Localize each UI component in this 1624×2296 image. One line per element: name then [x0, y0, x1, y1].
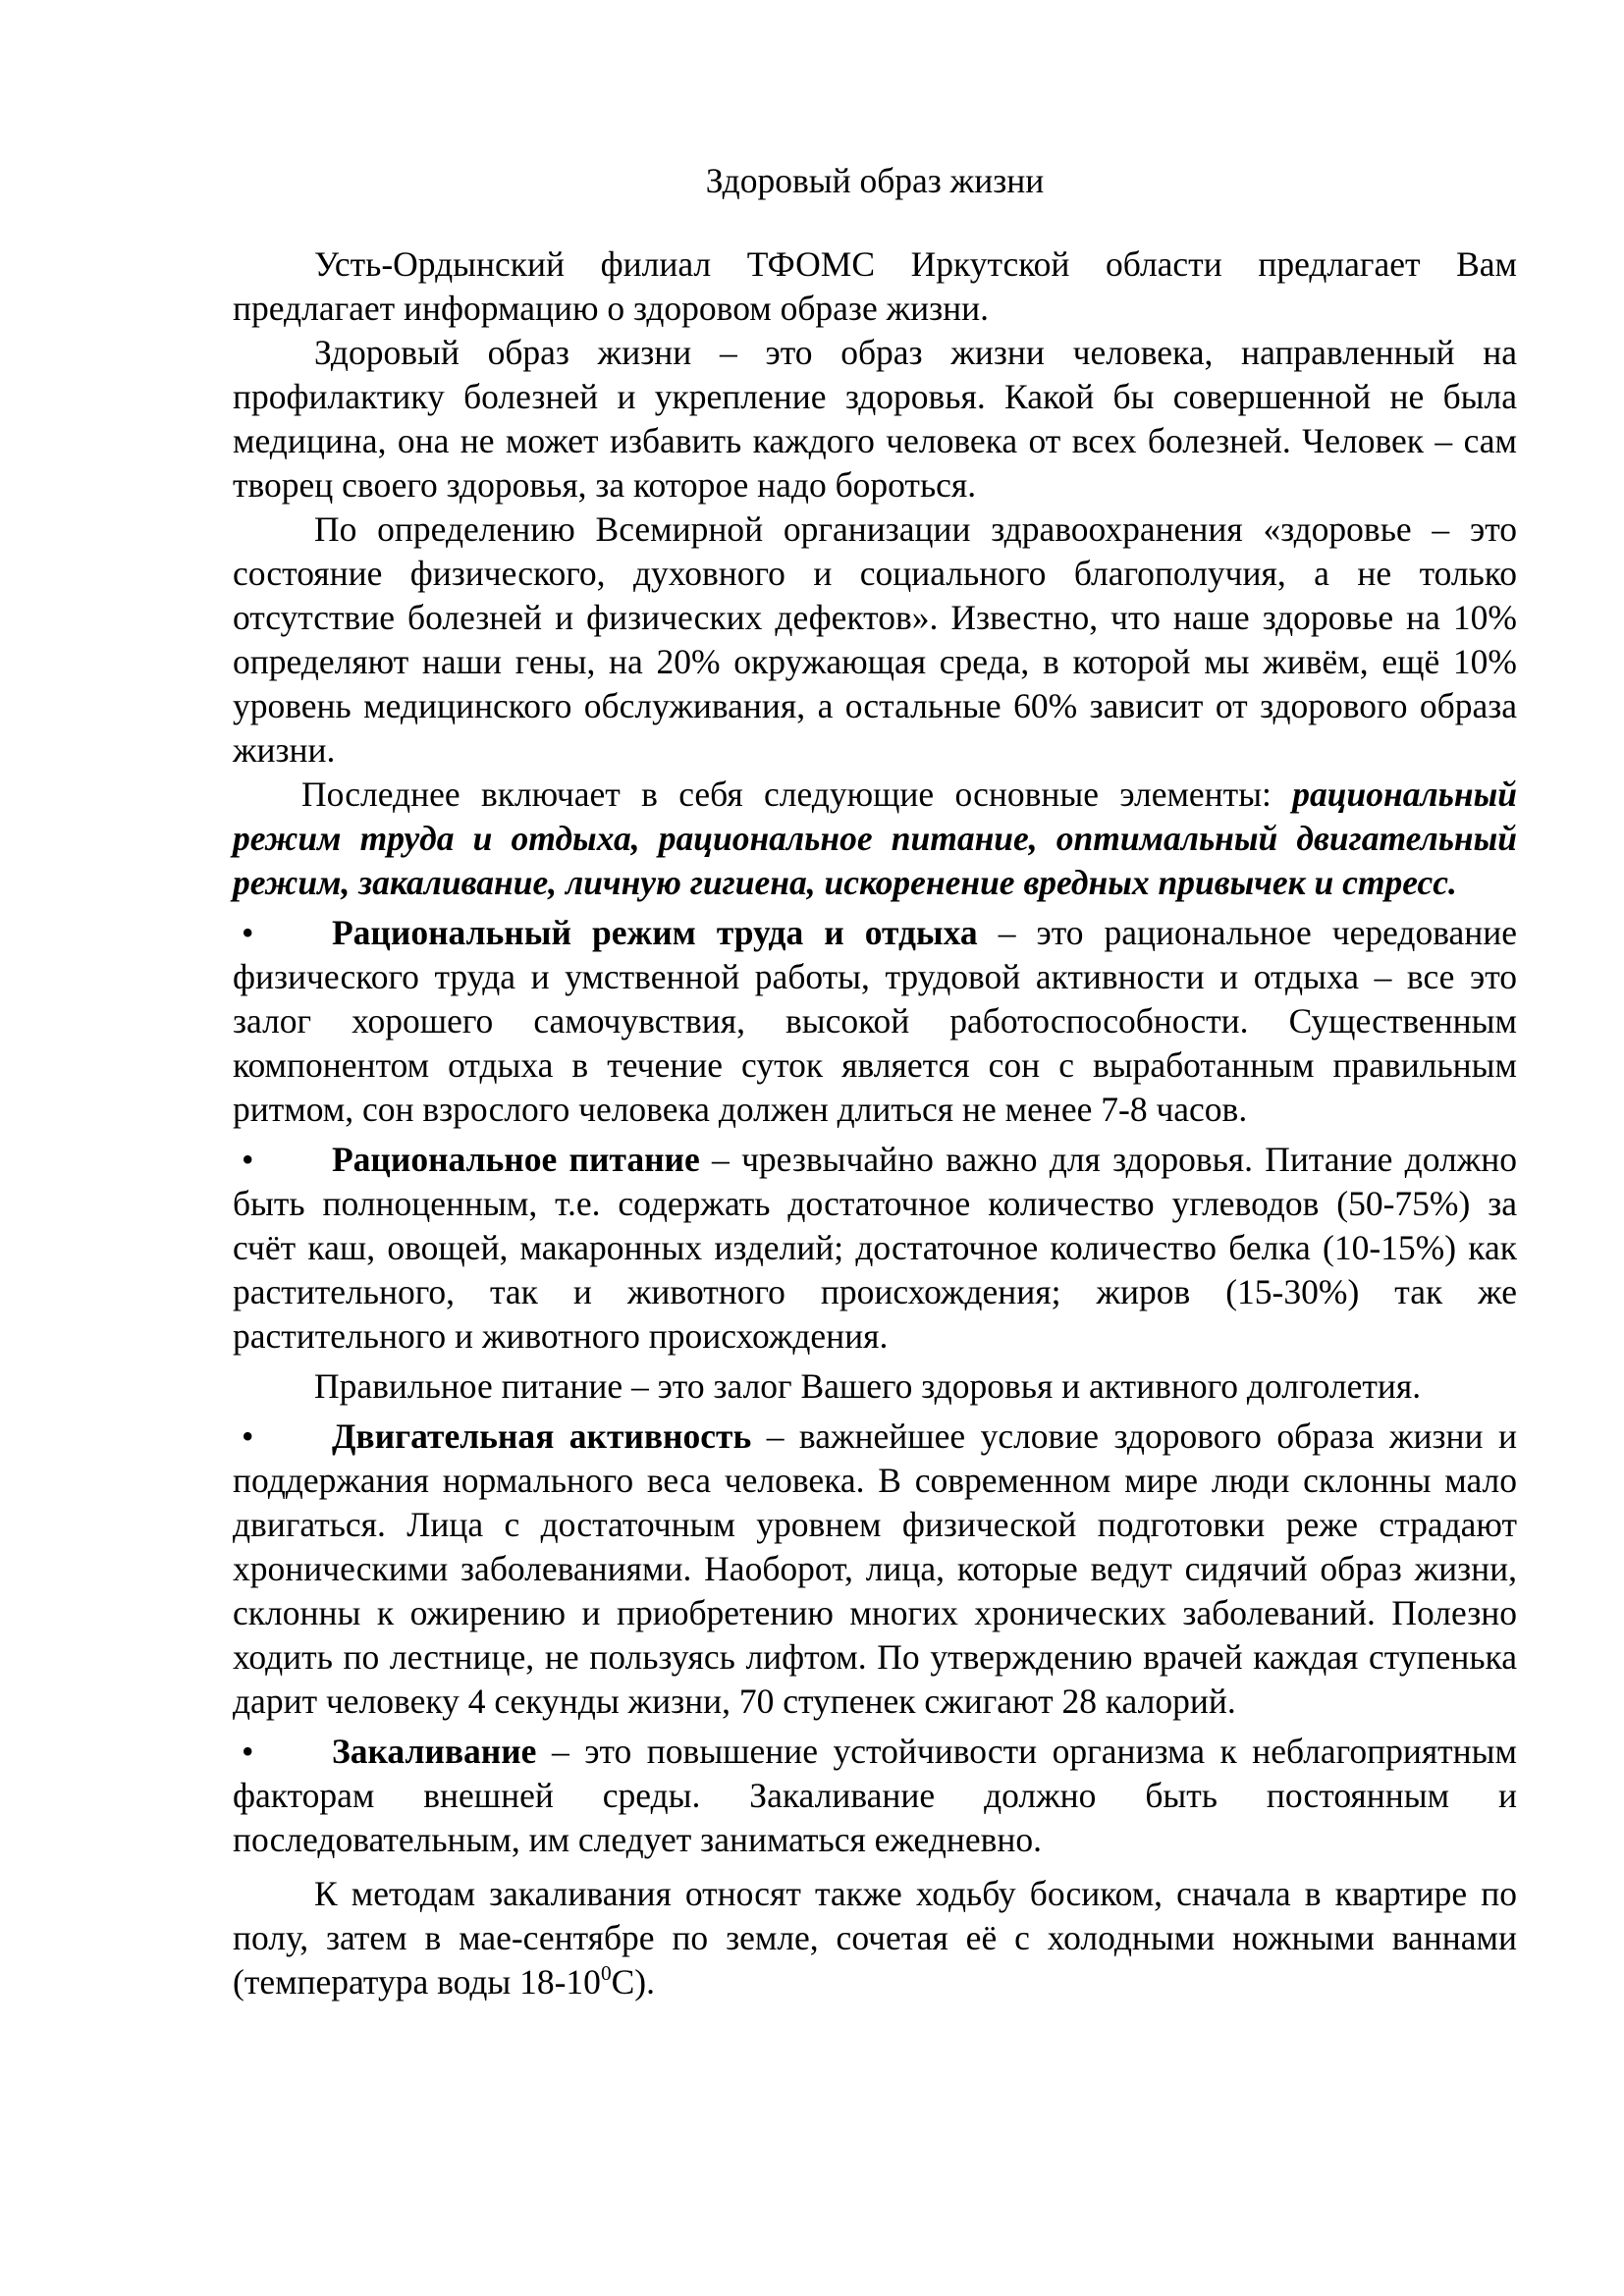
document-page: [233, 147, 1517, 2004]
bullet-term: Рациональный режим труда и отдыха: [332, 913, 978, 952]
bullet-text: – это повышение устойчивости организма к неблагоприятным факторам внешней среды. Закаливание должно быть постоянным и последовательным, им следует заниматься ежедневно.: [233, 1732, 1517, 1859]
intro-paragraph-3: По определению Всемирной организации здравоохранения «здоровье – это состояние физического, духовного и социального благополучия, а не только отсутствие болезней и физических дефектов». Известно, что наше здоровье на 10% определяют наши гены, на 20% окружающая среда, в которой мы живём, ещё 10% уровень медицинского обслуживания, а остальные 60% зависит от здорового образа жизни.: [233, 509, 1517, 770]
bullet-text: – чрезвычайно важно для здоровья. Питание должно быть полноценным, т.е. содержать достаточное количество углеводов (50-75%) за счёт каш, овощей, макаронных изделий; достаточное количество белка (10-15%) как растительного, так и животного происхождения; жиров (15-30%) так же растительного и животного происхождения.: [233, 1140, 1517, 1356]
nutrition-note: Правильное питание – это залог Вашего здоровья и активного долголетия.: [314, 1366, 1422, 1406]
bullet-text: – это рациональное чередование физического труда и умственной работы, трудовой активности и отдыха – все это залог хорошего самочувствия, высокой работоспособности. Существенным компонентом отдыха в течение суток является сон с выработанным правильным ритмом, сон взрослого человека должен длиться не менее 7-8 часов.: [233, 913, 1517, 1129]
document-title: Здоровый образ жизни: [705, 161, 1045, 200]
bullet-dot: •: [242, 1416, 254, 1456]
bullet-hardening: [233, 1730, 1517, 1862]
hardening-text: К методам закаливания относят также ходьбу босиком, сначала в квартире по полу, затем в мае-сентябре по земле, сочетая её с холодными ножными ваннами (температура воды 18-10: [233, 1874, 1517, 2002]
bullet-dot: •: [242, 1732, 254, 1771]
intro-paragraph-2: Здоровый образ жизни – это образ жизни человека, направленный на профилактику болезней и укрепление здоровья. Какой бы совершенной не была медицина, она не может избавить каждого человека от всех болезней. Человек – сам творец своего здоровья, за которое надо бороться.: [233, 333, 1517, 505]
elements-paragraph: [233, 773, 1517, 905]
bullet-term: Рациональное питание: [332, 1140, 700, 1179]
bullet-dot: •: [242, 913, 254, 952]
elements-lead: Последнее включает в себя следующие основные элементы:: [301, 774, 1272, 814]
intro-paragraph-1: Усть-Ордынский филиал ТФОМС Иркутской области предлагает Вам предлагает информацию о здоровом образе жизни.: [233, 244, 1517, 328]
bullet-dot: •: [242, 1140, 254, 1179]
bullet-nutrition: [233, 1138, 1517, 1359]
elements-list: рациональный режим труда и отдыха, рациональное питание, оптимальный двигательный режим, закаливание, личную гигиена, искоренение вредных привычек и стресс.: [233, 774, 1517, 902]
bullet-work-rest: [233, 911, 1517, 1132]
hardening-paragraph: [233, 1872, 1517, 2004]
bullet-term: Закаливание: [332, 1732, 537, 1771]
hardening-text-end: С).: [611, 1962, 655, 2002]
bullet-activity: [233, 1415, 1517, 1724]
degree-superscript: 0: [600, 1961, 612, 1986]
bullet-term: Двигательная активность: [332, 1416, 752, 1456]
bullet-text: – важнейшее условие здорового образа жизни и поддержания нормального веса человека. В современном мире люди склонны мало двигаться. Лица с достаточным уровнем физической подготовки реже страдают хроническими заболеваниями. Наоборот, лица, которые ведут сидячий образ жизни, склонны к ожирению и приобретению многих хронических заболеваний. Полезно ходить по лестнице, не пользуясь лифтом. По утверждению врачей каждая ступенька дарит человеку 4 секунды жизни, 70 ступенек сжигают 28 калорий.: [233, 1416, 1518, 1721]
